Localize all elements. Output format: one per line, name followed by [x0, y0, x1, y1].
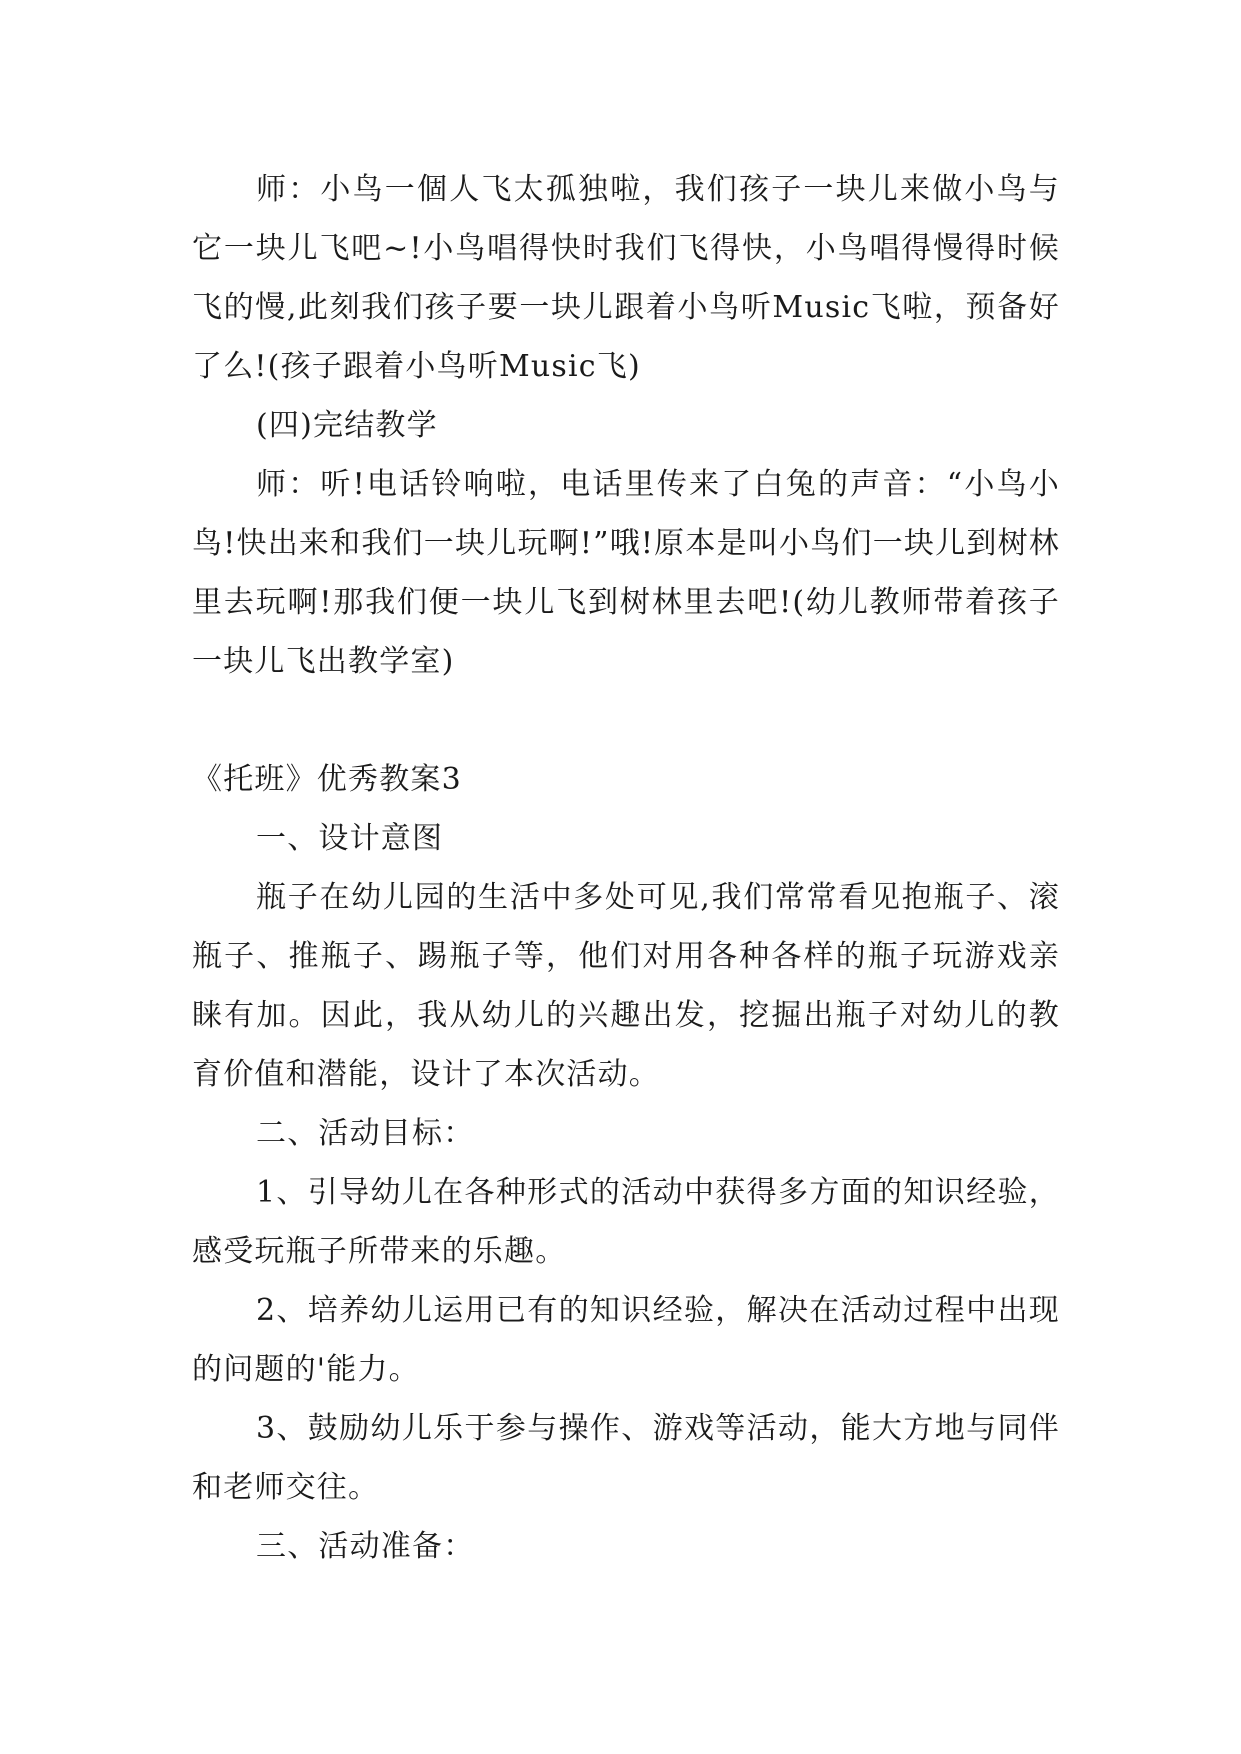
heading-design-intent: 一、设计意图	[256, 821, 444, 856]
heading-end-teaching: (四)完结教学	[256, 408, 438, 443]
paragraph-teacher-phone: 师：听!电话铃响啦，电话里传来了白兔的声音：“小鸟小鸟!快出来和我们一块儿玩啊!”哦!原本是叫小鸟们一块儿到树林里去玩啊!那我们便一块儿飞到树林里去吧!(幼儿教师带着孩子一块儿飞出教学室)	[192, 467, 1060, 679]
paragraph-goal-3: 3、鼓励幼儿乐于参与操作、游戏等活动，能大方地与同伴和老师交往。	[192, 1411, 1060, 1505]
document-body	[192, 160, 1060, 1576]
paragraph-design-intent: 瓶子在幼儿园的生活中多处可见,我们常常看见抱瓶子、滚瓶子、推瓶子、踢瓶子等，他们对用各种各样的瓶子玩游戏亲睐有加。因此，我从幼儿的兴趣出发，挖掘出瓶子对幼儿的教育价值和潜能，设计了本次活动。	[192, 880, 1060, 1092]
heading-activity-prep: 三、活动准备：	[256, 1529, 475, 1564]
paragraph-goal-2: 2、培养幼儿运用已有的知识经验，解决在活动过程中出现的问题的'能力。	[192, 1293, 1060, 1387]
paragraph-goal-1: 1、引导幼儿在各种形式的活动中获得多方面的知识经验，感受玩瓶子所带来的乐趣。	[192, 1175, 1060, 1269]
paragraph-teacher-birds-fly: 师：小鸟一個人飞太孤独啦，我们孩子一块儿来做小鸟与它一块儿飞吧~!小鸟唱得快时我们飞得快，小鸟唱得慢得时候飞的慢,此刻我们孩子要一块儿跟着小鸟听Music飞啦，预备好了么!(孩子跟着小鸟听Music飞)	[192, 172, 1060, 384]
heading-activity-goals: 二、活动目标：	[256, 1116, 475, 1151]
section-title-lesson-3: 《托班》优秀教案3	[192, 762, 462, 797]
